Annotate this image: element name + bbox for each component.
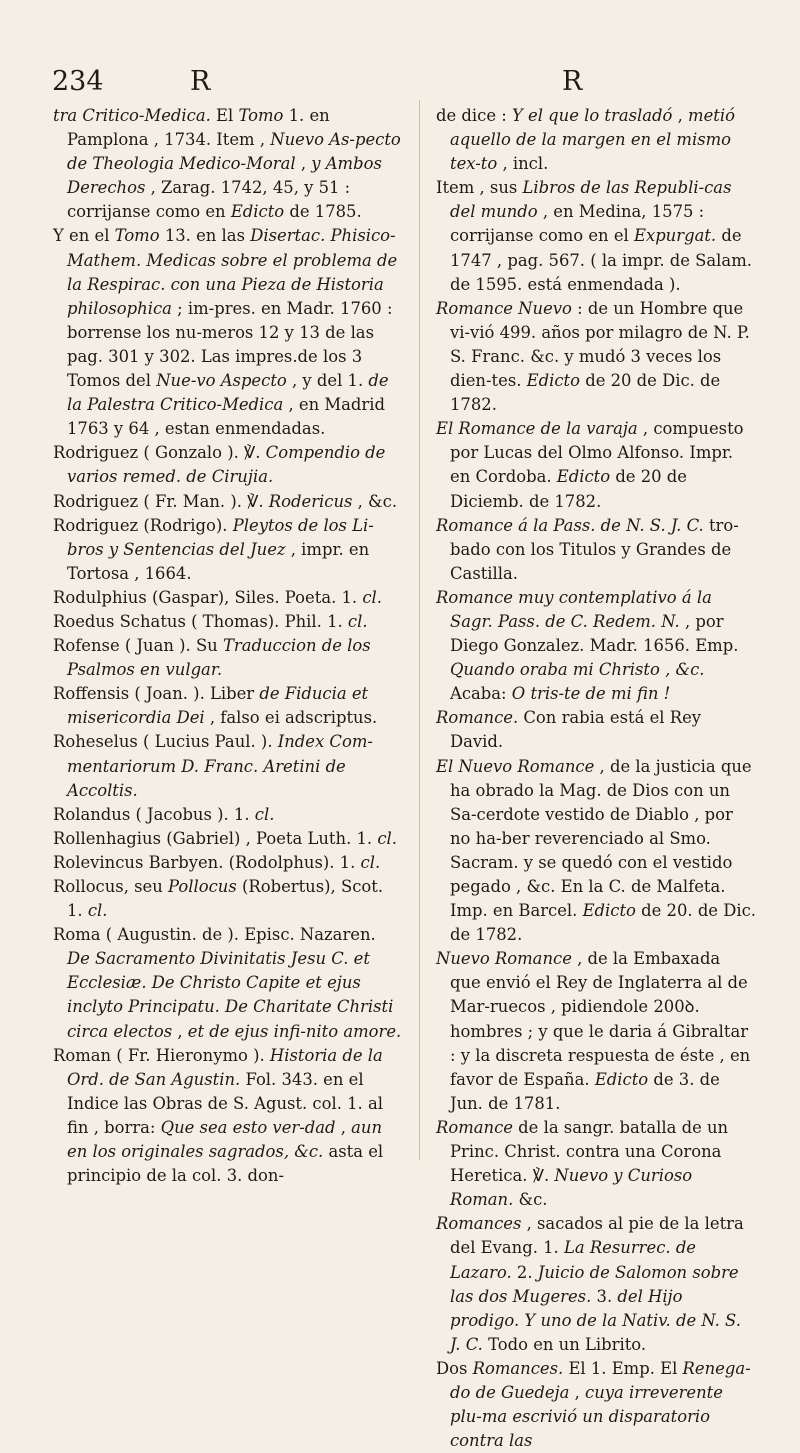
index-entry <box>53 490 403 514</box>
entry-text: de 3. de Jun. de 1781. <box>450 1069 720 1113</box>
entry-text: Nue-vo Aspecto <box>156 371 292 391</box>
entry-text: cl. <box>377 828 397 848</box>
entry-text: Rollenhagius (Gabriel) , Poeta Luth. 1. <box>53 828 378 848</box>
entry-text: Roman ( Fr. Hieronymo ). <box>53 1045 270 1065</box>
entry-text: ; im-pres. en Madr. 1760 : borrense los nu-meros 12 y 13 de las pag. 301 y 302. Las impres.de los 3 Tomos del <box>67 298 393 391</box>
entry-text: cl. <box>254 804 275 824</box>
entry-text: , &c. <box>357 491 398 511</box>
entry-text: Historia de la Ord. de San Agustin. <box>67 1045 383 1089</box>
entry-text: cl. <box>347 611 368 631</box>
entry-text: Index Com-mentariorum D. Franc. Aretini de Accoltis. <box>67 732 373 800</box>
entry-text: , <box>574 1382 586 1402</box>
entry-text: 1. en Pamplona , 1734. Item , <box>67 106 330 150</box>
index-entry <box>436 104 756 176</box>
entry-text: Rodriguez (Rodrigo). <box>53 515 233 535</box>
index-entry <box>53 634 403 682</box>
index-entry <box>436 176 756 296</box>
entry-text: y Ambos Derechos <box>67 154 382 198</box>
entry-text: Renega-do de Guedeja <box>450 1358 751 1402</box>
page-header <box>52 66 760 102</box>
index-entry <box>436 706 756 754</box>
index-entry <box>53 923 403 1043</box>
index-entry <box>53 441 403 489</box>
entry-text: Rolandus ( Jacobus ). 1. <box>53 804 255 824</box>
index-entry <box>53 1044 403 1189</box>
index-entry <box>436 417 756 513</box>
entry-text: Romance muy contemplativo á la Sagr. Pass. de C. Redem. N. <box>436 587 712 631</box>
entry-text: de 20 de Diciemb. de 1782. <box>450 467 687 511</box>
entry-text: de 20 de Dic. de 1782. <box>450 371 721 415</box>
entry-text: Edicto <box>556 467 616 487</box>
entry-text: cuya irreverente plu-ma escrivió un disparatorio contra las <box>450 1382 723 1451</box>
entry-text: El 1. Emp. El <box>568 1358 683 1378</box>
entry-text: , impr. en Tortosa , 1664. <box>67 539 370 583</box>
entry-text: , sacados al pie de la letra del Evang. 1. <box>450 1214 744 1258</box>
entry-text: Roffensis ( Joan. ). Liber <box>53 684 260 704</box>
entry-text: Edicto <box>230 202 290 222</box>
entry-text: El <box>216 106 239 125</box>
entry-text: cl. <box>360 852 381 872</box>
entry-text: , falso ei adscriptus. <box>209 708 378 728</box>
entry-text: , incl. <box>502 154 549 174</box>
entry-text: , de la Embaxada que envió el Rey de Inglaterra al de Mar-ruecos , pidiendole 200ꝺ. hombres ; y que le daria á Gibraltar : y la discreta respuesta de éste , en favor de España. <box>450 949 751 1089</box>
entry-text: Pollocus <box>168 877 242 896</box>
entry-text: Edicto <box>526 371 586 391</box>
index-entry <box>53 224 403 441</box>
entry-text: Nuevo Romance <box>436 949 578 969</box>
index-entry <box>53 730 403 802</box>
entry-text: metió aquello de la margen en el mismo tex-to <box>450 106 735 174</box>
entry-text: asta el principio de la col. 3. don- <box>67 1142 384 1186</box>
entry-text: Edicto <box>594 1069 654 1089</box>
entry-text: , <box>300 154 312 174</box>
entry-text: Disertac. Phisico-Mathem. Medicas sobre el problema de la Respirac. con una Pieza de Historia philosophica <box>67 226 398 318</box>
entry-text: aun en los originales sagrados, &c. <box>67 1117 383 1162</box>
entry-text: Fol. 343. en el Indice las Obras de S. Agust. col. 1. al fin , borra: <box>67 1069 383 1137</box>
index-entry <box>53 851 403 875</box>
entry-text: , compuesto por Lucas del Olmo Alfonso. Impr. en Cordoba. <box>450 419 744 487</box>
index-entry <box>436 297 756 417</box>
entry-text: 3. <box>596 1286 618 1306</box>
entry-text: Pleytos de los Li-bros y Sentencias del Juez <box>67 515 374 559</box>
index-entry <box>436 755 756 948</box>
entry-text: 2. <box>516 1262 538 1282</box>
entry-text: : de un Hombre que vi-vió 499. años por milagro de N. P. S. Franc. &c. y mudó 3 veces los dien-tes. <box>450 298 750 391</box>
entry-text: Romance Nuevo <box>436 298 578 318</box>
entry-text: Tomo <box>114 226 165 246</box>
entry-text: Romance á la Pass. de N. S. J. C. <box>436 515 709 535</box>
entry-text: Nuevo As-pecto de Theologia Medico-Moral <box>67 130 401 174</box>
entry-text: Rodericus <box>268 491 358 511</box>
entry-text: Romance. <box>436 708 524 728</box>
entry-text: Critico-Medica. <box>82 106 217 125</box>
index-entry <box>436 1357 756 1453</box>
entry-text: Rollocus, seu <box>53 877 169 896</box>
right-column <box>436 104 756 1453</box>
entry-text: Traduccion de los Psalmos en vulgar. <box>67 636 371 680</box>
entry-text: Con rabia está el Rey David. <box>450 708 702 752</box>
entry-text: de 1785. <box>289 202 362 222</box>
entry-text: Roma ( Augustin. de ). Episc. Nazaren. <box>53 925 376 945</box>
entry-text: , en Madrid 1763 y 64 , estan enmendadas. <box>67 395 385 439</box>
entry-text: , Zarag. 1742, 45, y 51 : corrijanse como en <box>67 178 351 222</box>
entry-text: de la Palestra Critico-Medica <box>67 371 389 415</box>
entry-text: de 20. de Dic. de 1782. <box>450 901 756 945</box>
entry-text: Romances. <box>472 1358 569 1378</box>
entry-text: , y del 1. <box>291 371 369 391</box>
index-entry <box>53 682 403 730</box>
entry-text: del Hijo prodigo. Y uno de la Nativ. de N. S. J. C. <box>450 1286 741 1354</box>
entry-text: Que sea esto ver-dad <box>160 1117 341 1137</box>
entry-text: Rolevincus Barbyen. (Rodolphus). 1. <box>53 852 361 872</box>
entry-text: Rodulphius (Gaspar), Siles. Poeta. 1. <box>53 587 363 607</box>
entry-text: Quando oraba mi Christo , &c. <box>450 660 705 680</box>
page-number: 234 <box>52 66 104 97</box>
entry-text: Roedus Schatus ( Thomas). Phil. 1. <box>53 611 348 631</box>
entry-text: cl. <box>362 587 382 607</box>
entry-text: Acaba: <box>450 684 512 704</box>
index-entry <box>436 1212 756 1357</box>
entry-text: , <box>340 1117 352 1137</box>
entry-text: et de ejus infi-nito amore. <box>187 1021 402 1041</box>
entry-text: Rofense ( Juan ). Su <box>53 636 223 656</box>
entry-text: , por Diego Gonzalez. Madr. 1656. Emp. <box>450 611 739 656</box>
entry-text: &c. <box>518 1190 548 1210</box>
index-entry <box>53 610 403 634</box>
entry-text: El Romance de la varaja <box>436 419 643 439</box>
entry-text: de la sangr. batalla de un Princ. Christ. contra una Corona Heretica. ℣. <box>450 1117 729 1186</box>
index-entry <box>436 586 756 706</box>
entry-text: Juicio de Salomon sobre las dos Mugeres. <box>450 1262 739 1306</box>
entry-text: tro-bado con los Titulos y Grandes de Castilla. <box>450 515 739 583</box>
index-entry <box>53 104 403 224</box>
index-entry <box>436 947 756 1116</box>
entry-text: 13. en las <box>164 226 251 246</box>
entry-text: Edicto <box>582 901 642 921</box>
entry-text: Y el que lo trasladó <box>511 106 678 125</box>
entry-text: Compendio de varios remed. de Cirujia. <box>67 443 386 487</box>
entry-text: O tris-te de mi fin ! <box>511 684 671 704</box>
entry-text: , <box>177 1021 188 1041</box>
column-divider <box>419 100 420 1160</box>
entry-text: Nuevo y Curioso Roman. <box>450 1166 693 1210</box>
entry-text: Todo en un Librito. <box>488 1334 647 1354</box>
entry-text: Item , sus <box>436 178 523 198</box>
entry-text: Rodriguez ( Gonzalo ). ℣. <box>53 443 266 463</box>
entry-text: Dos <box>436 1358 473 1378</box>
index-entry <box>53 827 403 851</box>
entry-text: De Sacramento Divinitatis Jesu C. et Ecclesiæ. De Christo Capite et ejus inclyto Principatu. De Charitate Christi circa electos <box>67 949 394 1041</box>
entry-text: Romance <box>436 1117 519 1137</box>
entry-text: cl. <box>87 901 108 921</box>
entry-text: Y en el <box>53 226 115 246</box>
section-letter-left: R <box>190 66 211 97</box>
entry-text: Rodriguez ( Fr. Man. ). ℣. <box>53 491 269 511</box>
entry-text: de Fiducia et misericordia Dei <box>67 684 369 728</box>
entry-text: Libros de las Republi-cas del mundo <box>450 178 732 222</box>
entry-text: Roheselus ( Lucius Paul. ). <box>53 732 278 752</box>
index-entry <box>53 514 403 586</box>
left-column <box>53 104 403 1188</box>
index-entry <box>436 514 756 586</box>
index-entry <box>53 803 403 827</box>
entry-text: Romances <box>436 1214 527 1234</box>
entry-text: , de la justicia que ha obrado la Mag. de Dios con un Sa-cerdote vestido de Diablo , por no ha-ber reverenciado al Smo. Sacram. y se quedó con el vestido pegado , &c. En la C. de Malfeta. Imp. en Barcel. <box>450 756 752 921</box>
entry-text: tra <box>53 106 83 125</box>
index-entry <box>53 875 403 923</box>
entry-text: de 1747 , pag. 567. ( la impr. de Salam. de 1595. está enmendada ). <box>450 226 752 294</box>
entry-text: Tomo <box>238 106 289 125</box>
entry-text: Expurgat. <box>633 226 722 246</box>
entry-text: (Robertus), Scot. 1. <box>67 877 384 921</box>
entry-text: de dice : <box>436 106 512 125</box>
section-letter-right: R <box>562 66 583 97</box>
entry-text: La Resurrec. de Lazaro. <box>450 1238 697 1282</box>
entry-text: El Nuevo Romance <box>436 756 600 776</box>
entry-text: , en Medina, 1575 : corrijanse como en el <box>450 202 705 246</box>
entry-text: , <box>677 106 689 125</box>
index-entry <box>53 586 403 610</box>
